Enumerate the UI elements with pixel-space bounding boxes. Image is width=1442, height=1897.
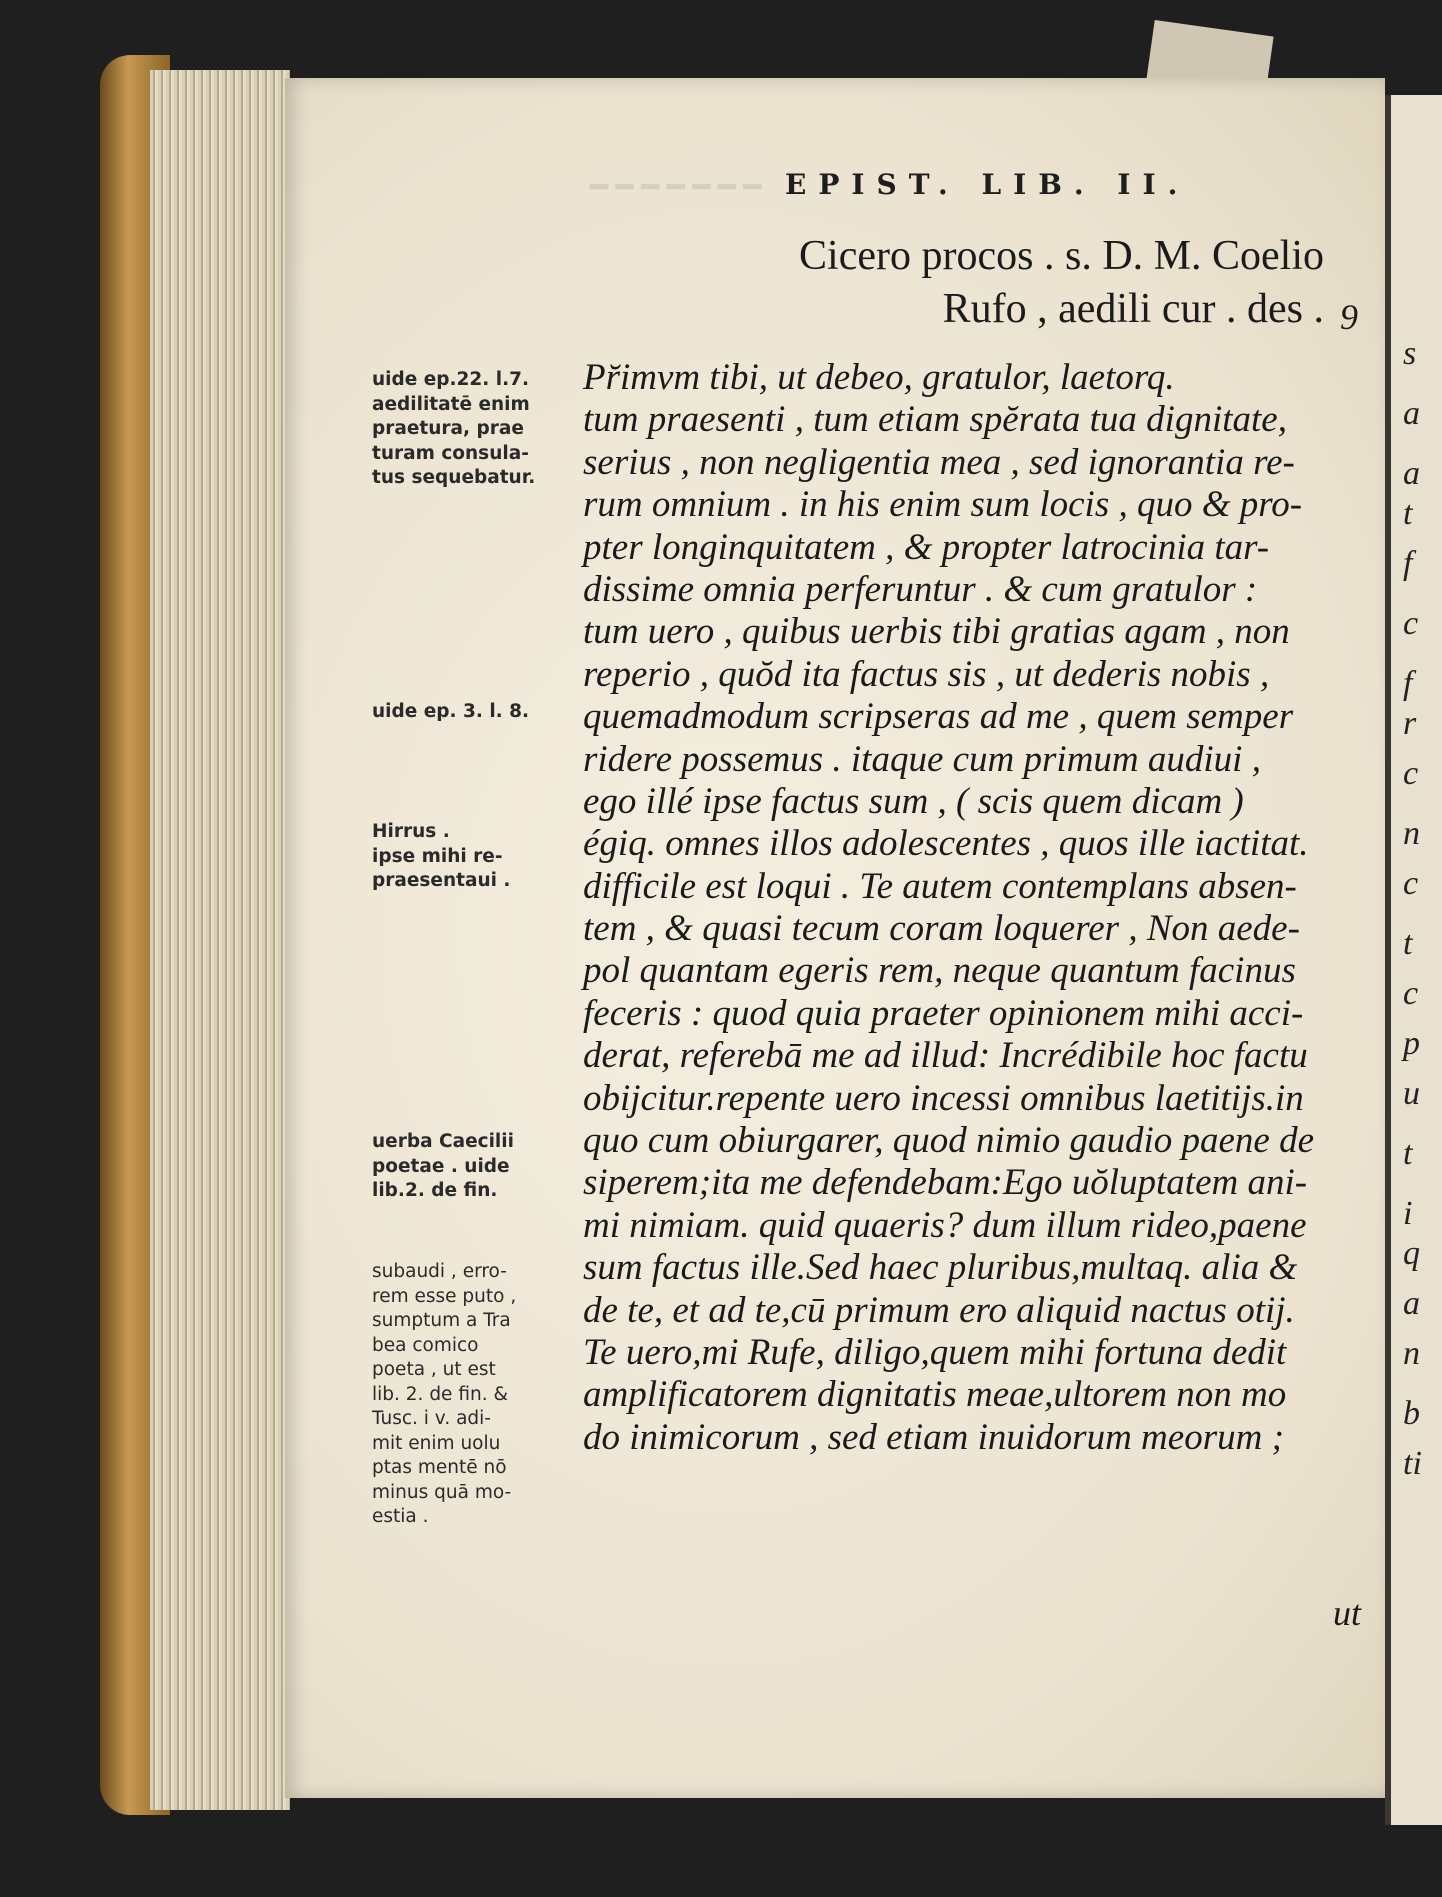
facing-page-letter: n xyxy=(1403,1335,1420,1372)
margin-note-1 xyxy=(372,368,535,491)
body-line: derat, referebā me ad illud: Incrédibile hoc factu xyxy=(583,1035,1308,1077)
facing-page-letter: i xyxy=(1403,1195,1413,1232)
margin-note-line: ptas mentē nō xyxy=(372,1457,507,1478)
margin-note-line: ipse mihi re- xyxy=(372,845,503,867)
facing-page-letter: s xyxy=(1403,335,1417,372)
facing-page-letter: ti xyxy=(1403,1445,1422,1482)
body-line: feceris : quod quia praeter opinionem mihi acci- xyxy=(583,992,1304,1034)
margin-note-5 xyxy=(372,1260,516,1530)
catchword: ut xyxy=(1333,1593,1362,1633)
facing-page-letter: u xyxy=(1403,1075,1420,1112)
bleed-through-decoration: ━ ━ ━ ━ ━ ━ ━ xyxy=(590,171,762,204)
body-line: serius , non negligentia mea , sed ignorantia re- xyxy=(583,441,1295,483)
body-line: siperem;ita me defendebam:Ego uŏluptatem ani- xyxy=(583,1162,1308,1204)
margin-note-line: lib.2. de fin. xyxy=(372,1180,498,1201)
margin-note-line: praetura, prae xyxy=(372,418,524,439)
body-line: Pr̆imvm tibi, ut debeo, gratulor, laetorq. xyxy=(583,357,1175,398)
margin-note-3 xyxy=(372,820,510,894)
body-line: de te, et ad te,cū primum ero aliquid nactus otij. xyxy=(583,1289,1295,1331)
facing-page-letter: t xyxy=(1403,925,1413,962)
facing-page-letter: c xyxy=(1403,865,1419,902)
margin-note-line: poetae . uide xyxy=(372,1155,510,1177)
facing-page-letter: c xyxy=(1403,975,1419,1012)
facing-page-letter: c xyxy=(1403,605,1419,642)
margin-note-line: aedilitatē enim xyxy=(372,393,530,415)
letter-title-line-2: Rufo , aedili cur . des . xyxy=(942,286,1324,332)
facing-page-letter: c xyxy=(1403,755,1419,792)
facing-page-letter: t xyxy=(1403,495,1413,532)
letter-body xyxy=(583,357,1363,1459)
margin-note-line: sumptum a Tra xyxy=(372,1310,511,1331)
margin-note-line: praesentaui . xyxy=(372,870,511,891)
facing-page xyxy=(1385,95,1442,1825)
body-line: tum uero , quibus uerbis tibi gratias agam , non xyxy=(583,611,1290,653)
body-line: quo cum obiurgarer, quod nimio gaudio paene de xyxy=(583,1120,1315,1162)
page-edges xyxy=(150,70,290,1810)
margin-note-line: uide ep. 3. l. 8. xyxy=(372,701,530,722)
facing-page-letter: f xyxy=(1403,665,1413,702)
running-head: EPIST. LIB. II. xyxy=(785,168,1190,201)
body-line: pol quantam egeris rem, neque quantum facinus xyxy=(583,950,1296,992)
body-line: difficile est loqui . Te autem contemplans absen- xyxy=(583,865,1297,907)
facing-page-letter: t xyxy=(1403,1135,1413,1172)
body-line: tum praesenti , tum etiam spĕrata tua dignitate, xyxy=(583,399,1287,441)
facing-page-letter: n xyxy=(1403,815,1420,852)
body-line: amplificatorem dignitatis meae,ultorem non mo xyxy=(583,1374,1287,1416)
margin-note-2 xyxy=(372,700,529,725)
body-line: obijcitur.repente uero incessi omnibus laetitijs.in xyxy=(583,1077,1304,1119)
margin-note-line: Tusc. i v. adi- xyxy=(372,1408,491,1429)
body-line: ridere possemus . itaque cum primum audiui , xyxy=(583,738,1261,780)
signature-mark: 9 xyxy=(1340,297,1358,337)
body-line: pter longinquitatem , & propter latrocinia tar- xyxy=(583,526,1270,568)
facing-page-letter: a xyxy=(1403,395,1420,432)
facing-page-letter: a xyxy=(1403,455,1420,492)
facing-page-letter: q xyxy=(1403,1235,1420,1272)
margin-note-line: minus quā mo- xyxy=(372,1481,512,1503)
margin-note-line: rem esse puto , xyxy=(372,1285,517,1307)
facing-page-letter: b xyxy=(1403,1395,1420,1432)
margin-note-line: uide ep.22. l.7. xyxy=(372,369,530,390)
body-line: sum factus ille.Sed haec pluribus,multaq. alia & xyxy=(583,1247,1298,1289)
facing-page-letter: p xyxy=(1403,1025,1420,1062)
body-line: ego illé ipse factus sum , ( scis quem dicam ) xyxy=(583,780,1244,822)
letter-title-line-1: Cicero procos . s. D. M. Coelio xyxy=(799,233,1324,279)
margin-note-line: mit enim uolu xyxy=(372,1432,501,1454)
margin-note-line: bea comico xyxy=(372,1334,479,1356)
body-line: do inimicorum , sed etiam inuidorum meorum ; xyxy=(583,1416,1284,1458)
margin-note-line: lib. 2. de fin. & xyxy=(372,1383,508,1405)
margin-note-line: tus sequebatur. xyxy=(372,467,536,488)
body-line: tem , & quasi tecum coram loquerer , Non aede- xyxy=(583,908,1300,950)
facing-page-letter: a xyxy=(1403,1285,1420,1322)
margin-note-line: turam consula- xyxy=(372,442,529,464)
facing-page-letter: r xyxy=(1403,705,1417,742)
margin-note-line: Hirrus . xyxy=(372,821,450,842)
body-line: mi nimiam. quid quaeris? dum illum rideo,paene xyxy=(583,1204,1307,1246)
margin-note-line: uerba Caecilii xyxy=(372,1131,514,1152)
margin-note-4 xyxy=(372,1130,514,1204)
body-line: rum omnium . in his enim sum locis , quo & pro- xyxy=(583,484,1303,526)
body-line: égiq. omnes illos adolescentes , quos ille iactitat. xyxy=(583,823,1309,865)
body-line: quemadmodum scripseras ad me , quem semper xyxy=(583,696,1294,738)
facing-page-letter: f xyxy=(1403,545,1413,582)
margin-note-line: estia . xyxy=(372,1506,429,1527)
body-line: reperio , quŏd ita factus sis , ut dederis nobis , xyxy=(583,653,1270,695)
body-line: Te uero,mi Rufe, diligo,quem mihi fortuna dedit xyxy=(583,1331,1287,1373)
margin-note-line: subaudi , erro- xyxy=(372,1261,507,1282)
margin-note-line: poeta , ut est xyxy=(372,1359,496,1380)
body-line: dissime omnia perferuntur . & cum gratulor : xyxy=(583,568,1258,610)
